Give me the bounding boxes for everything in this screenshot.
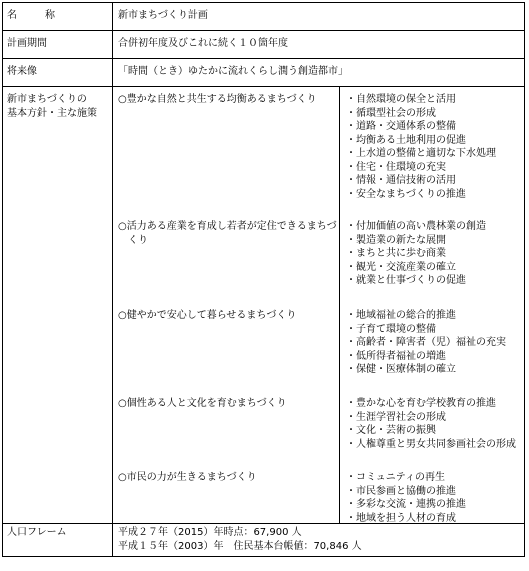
population-label-cell (3, 524, 113, 557)
list-item: ・製造業の新たな展開 (346, 234, 446, 246)
plan-summary-table (2, 2, 525, 557)
period-label: 計画期間 (7, 38, 47, 49)
policy-title-line: くり (118, 235, 148, 246)
period-label-cell (3, 31, 113, 59)
period-value-cell (113, 31, 525, 59)
plan-period: 合併初年度及びこれに続く１０箇年度 (118, 38, 288, 49)
list-item: ・子育て環境の整備 (346, 323, 436, 335)
name-label-cell (3, 3, 113, 31)
policy-label-cell (3, 87, 113, 524)
policy-group-4-title (118, 397, 338, 411)
list-item: ・地域を担う人材の育成 (346, 512, 456, 524)
policy-title-line: ○豊かな自然と共生する均衡あるまちづくり (118, 94, 317, 105)
policy-group-1-measures (346, 93, 520, 201)
policy-group-1-title (118, 93, 338, 107)
name-label-first: 名 (7, 10, 17, 21)
plan-name: 新市まちづくり計画 (118, 10, 208, 21)
policy-group-5-measures (346, 471, 520, 525)
list-item: ・保健・医療体制の確立 (346, 364, 456, 375)
list-item: ・道路・交通体系の整備 (346, 121, 456, 132)
list-item: ・高齢者・障害者（児）福祉の充実 (346, 337, 506, 348)
vision-value-cell (113, 59, 525, 87)
population-label: 人口フレーム (7, 527, 67, 538)
list-item: ・生涯学習社会の形成 (346, 411, 446, 423)
list-item: ・住宅・住環境の充実 (346, 161, 446, 173)
list-item: ・観光・交流産業の確立 (346, 261, 456, 273)
policy-title-line: ○健やかで安心して暮らせるまちづくり (118, 310, 297, 321)
policy-group-2-measures (346, 220, 520, 288)
list-item: ・地域福祉の総合的推進 (346, 310, 456, 321)
policy-group-5-title (118, 471, 338, 485)
policy-group-2-title (118, 220, 338, 248)
row-population (3, 524, 525, 557)
policy-label-line-1: 新市まちづくりの (7, 94, 87, 105)
name-label-second: 称 (45, 10, 55, 21)
policy-title-line: ○活力ある産業を育成し若者が定住できるまちづ (118, 221, 337, 232)
vision-statement: 「時間（とき）ゆたかに流れくらし潤う創造都市」 (118, 66, 348, 77)
row-vision (3, 59, 525, 87)
list-item: ・文化・芸術の振興 (346, 425, 436, 436)
policy-label-line-2: 基本方針・主な施策 (7, 108, 97, 119)
list-item: ・豊かな心を育む学校教育の推進 (346, 398, 496, 409)
list-item: ・均衡ある土地利用の促進 (346, 134, 466, 146)
list-item: ・就業と仕事づくりの促進 (346, 275, 466, 286)
name-value-cell (113, 3, 525, 31)
list-item: ・市民参画と協働の推進 (346, 485, 456, 497)
population-current: 平成１５年（2003）年 住民基本台帳値：70,846 人 (118, 541, 362, 552)
list-item: ・低所得者福祉の増進 (346, 350, 446, 362)
list-item: ・人権尊重と男女共同参画社会の形成 (346, 438, 516, 450)
policy-title-line: ○市民の力が生きるまちづくり (118, 472, 257, 483)
list-item: ・上水道の整備と適切な下水処理 (346, 148, 496, 159)
row-policy (3, 87, 525, 524)
list-item: ・まちと共に歩む商業 (346, 248, 446, 259)
list-item: ・自然環境の保全と活用 (346, 94, 456, 105)
policy-group-3-measures (346, 309, 520, 377)
population-value-cell (113, 524, 525, 557)
list-item: ・多彩な交流・連携の推進 (346, 499, 466, 510)
vision-label-cell (3, 59, 113, 87)
population-target: 平成２７年（2015）年時点：67,900 人 (118, 527, 302, 538)
vision-label: 将来像 (7, 66, 37, 77)
list-item: ・循環型社会の形成 (346, 107, 436, 119)
policy-body-cell (113, 87, 525, 524)
list-item: ・情報・通信技術の活用 (346, 175, 456, 186)
row-period (3, 31, 525, 59)
list-item: ・付加価値の高い農林業の創造 (346, 221, 486, 232)
policy-group-4-measures (346, 397, 520, 451)
policy-measure-divider (339, 87, 340, 523)
policy-title-line: ○個性ある人と文化を育むまちづくり (118, 398, 287, 409)
list-item: ・コミュニティの再生 (346, 472, 445, 483)
list-item: ・安全なまちづくりの推進 (346, 188, 466, 200)
policy-group-3-title (118, 309, 338, 323)
row-name (3, 3, 525, 31)
